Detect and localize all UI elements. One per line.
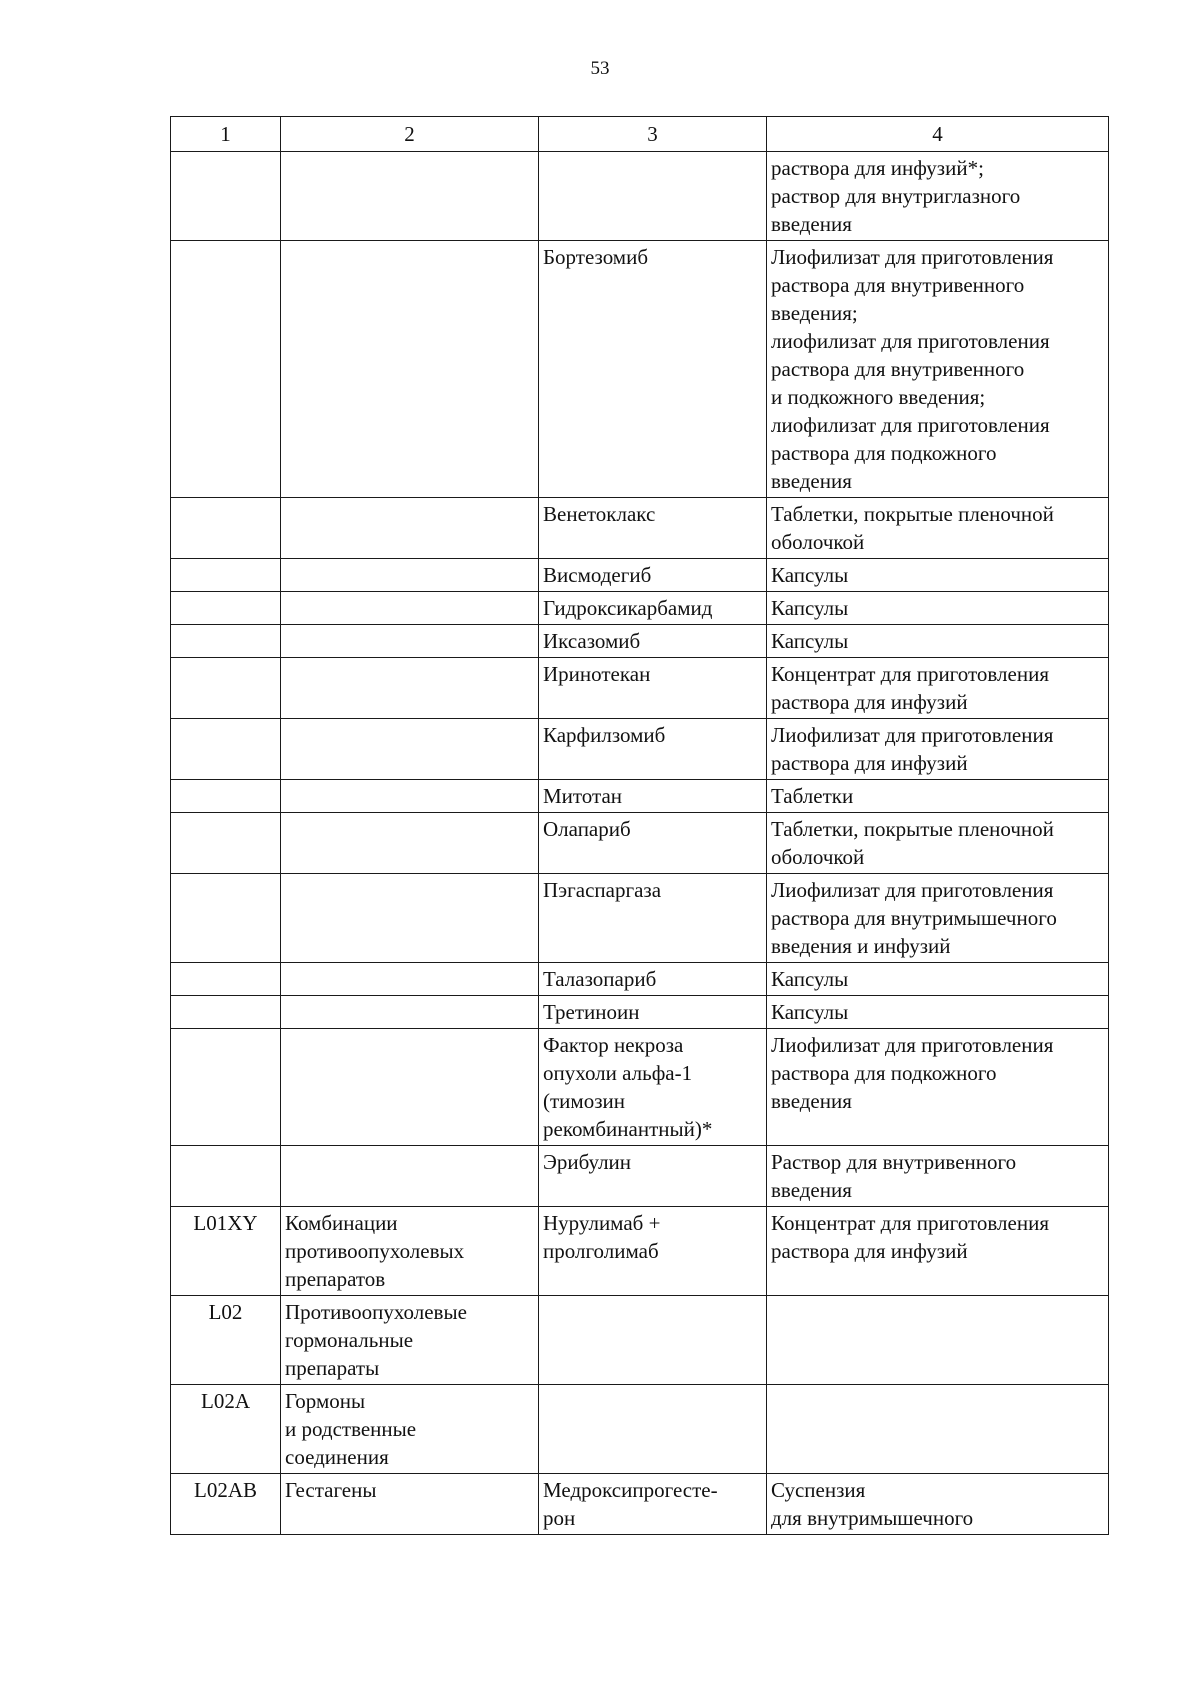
drug-name-cell	[539, 152, 767, 241]
table-row	[171, 658, 1109, 719]
atc-code-cell	[171, 658, 281, 719]
table-row	[171, 1146, 1109, 1207]
atc-code-cell	[171, 1029, 281, 1146]
atc-code-cell	[171, 559, 281, 592]
dosage-form-line: и подкожного введения;	[771, 385, 986, 409]
atc-code-cell	[171, 241, 281, 498]
drug-name-cell	[539, 498, 767, 559]
group-name-cell	[281, 498, 539, 559]
dosage-form-line: введения	[771, 212, 852, 236]
table-row	[171, 874, 1109, 963]
drug-name-cell	[539, 1296, 767, 1385]
atc-code-cell	[171, 996, 281, 1029]
drug-name-cell	[539, 1146, 767, 1207]
column-header-1: 1	[171, 117, 281, 152]
dosage-form-line: оболочкой	[771, 845, 865, 869]
drug-name-cell	[539, 658, 767, 719]
drug-name-line: Нурулимаб +	[543, 1211, 661, 1235]
group-name-line: гормональные	[285, 1328, 414, 1352]
dosage-form-line: раствора для инфузий*;	[771, 156, 984, 180]
drug-name-line: Эрибулин	[543, 1150, 632, 1174]
dosage-form-line: Таблетки, покрытые пленочной	[771, 817, 1054, 841]
group-name-cell	[281, 152, 539, 241]
dosage-form-line: Концентрат для приготовления	[771, 662, 1049, 686]
drug-name-cell	[539, 813, 767, 874]
dosage-form-line: Таблетки, покрытые пленочной	[771, 502, 1054, 526]
dosage-form-line: введения	[771, 1089, 852, 1113]
dosage-form-cell	[767, 592, 1109, 625]
table-row	[171, 498, 1109, 559]
atc-code-cell	[171, 719, 281, 780]
drug-name-line: Пэгаспаргаза	[543, 878, 662, 902]
table-row	[171, 1474, 1109, 1535]
atc-code-cell: L01XY	[171, 1207, 281, 1296]
dosage-form-line: введения и инфузий	[771, 934, 951, 958]
dosage-form-line: Лиофилизат для приготовления	[771, 245, 1054, 269]
dosage-form-line: Концентрат для приготовления	[771, 1211, 1049, 1235]
group-name-cell	[281, 1474, 539, 1535]
drug-name-cell	[539, 874, 767, 963]
group-name-line: и родственные	[285, 1417, 417, 1441]
atc-code-cell	[171, 813, 281, 874]
atc-code-cell	[171, 498, 281, 559]
drug-name-line: рон	[543, 1506, 576, 1530]
table-row	[171, 780, 1109, 813]
dosage-form-line: введения	[771, 1178, 852, 1202]
group-name-line: Противоопухолевые	[285, 1300, 467, 1324]
group-name-line: препараты	[285, 1356, 380, 1380]
dosage-form-line: Капсулы	[771, 563, 849, 587]
drug-name-line: Медроксипрогесте-	[543, 1478, 718, 1502]
table-row	[171, 963, 1109, 996]
dosage-form-line: введения	[771, 469, 852, 493]
dosage-form-line: лиофилизат для приготовления	[771, 413, 1050, 437]
dosage-form-line: Капсулы	[771, 629, 849, 653]
atc-code-cell	[171, 625, 281, 658]
dosage-form-line: Лиофилизат для приготовления	[771, 1033, 1054, 1057]
group-name-cell	[281, 1146, 539, 1207]
group-name-cell	[281, 559, 539, 592]
dosage-form-line: Суспензия	[771, 1478, 866, 1502]
page-number: 53	[590, 58, 610, 79]
dosage-form-cell	[767, 1207, 1109, 1296]
dosage-form-line: введения;	[771, 301, 858, 325]
drug-name-line: рекомбинантный)*	[543, 1117, 713, 1141]
group-name-cell	[281, 1207, 539, 1296]
dosage-form-line: раствора для внутримышечного	[771, 906, 1057, 930]
table-row	[171, 625, 1109, 658]
dosage-form-line: раствора для инфузий	[771, 1239, 968, 1263]
drug-name-cell	[539, 963, 767, 996]
table-row	[171, 719, 1109, 780]
group-name-line: противоопухолевых	[285, 1239, 465, 1263]
drug-name-cell	[539, 1207, 767, 1296]
group-name-cell	[281, 1029, 539, 1146]
dosage-form-cell	[767, 996, 1109, 1029]
dosage-form-line: раствора для инфузий	[771, 751, 968, 775]
dosage-form-line: раствора для внутривенного	[771, 273, 1025, 297]
column-header-3: 3	[539, 117, 767, 152]
dosage-form-line: для внутримышечного	[771, 1506, 974, 1530]
dosage-form-line: Лиофилизат для приготовления	[771, 878, 1054, 902]
dosage-form-cell	[767, 813, 1109, 874]
dosage-form-line: раствора для подкожного	[771, 441, 997, 465]
column-header-4: 4	[767, 117, 1109, 152]
atc-code-cell	[171, 152, 281, 241]
dosage-form-cell	[767, 874, 1109, 963]
group-name-cell	[281, 996, 539, 1029]
dosage-form-cell	[767, 1146, 1109, 1207]
table-row	[171, 996, 1109, 1029]
drug-name-cell	[539, 241, 767, 498]
group-name-line: соединения	[285, 1445, 389, 1469]
drug-table	[170, 116, 1109, 1535]
dosage-form-line: Капсулы	[771, 967, 849, 991]
drug-name-cell	[539, 592, 767, 625]
dosage-form-cell	[767, 963, 1109, 996]
atc-code-cell	[171, 874, 281, 963]
drug-name-line: Иринотекан	[543, 662, 651, 686]
drug-name-line: Митотан	[543, 784, 623, 808]
table-header-row	[171, 117, 1109, 152]
group-name-cell	[281, 1385, 539, 1474]
drug-name-line: Венетоклакс	[543, 502, 656, 526]
drug-name-line: Талазопариб	[543, 967, 657, 991]
drug-name-line: (тимозин	[543, 1089, 625, 1113]
atc-code-cell	[171, 780, 281, 813]
dosage-form-line: оболочкой	[771, 530, 865, 554]
group-name-cell	[281, 963, 539, 996]
group-name-cell	[281, 874, 539, 963]
group-name-cell	[281, 241, 539, 498]
dosage-form-line: Раствор для внутривенного	[771, 1150, 1017, 1174]
dosage-form-cell	[767, 1474, 1109, 1535]
atc-code-cell	[171, 592, 281, 625]
dosage-form-line: Капсулы	[771, 1000, 849, 1024]
group-name-line: Гормоны	[285, 1389, 366, 1413]
group-name-cell	[281, 1296, 539, 1385]
drug-name-line: Гидроксикарбамид	[543, 596, 713, 620]
dosage-form-line: Капсулы	[771, 596, 849, 620]
drug-name-line: Третиноин	[543, 1000, 640, 1024]
table-row	[171, 592, 1109, 625]
dosage-form-cell	[767, 498, 1109, 559]
dosage-form-line: раствора для инфузий	[771, 690, 968, 714]
drug-name-cell	[539, 719, 767, 780]
atc-code-cell: L02A	[171, 1385, 281, 1474]
group-name-cell	[281, 813, 539, 874]
table-row	[171, 241, 1109, 498]
dosage-form-line: Лиофилизат для приготовления	[771, 723, 1054, 747]
drug-name-cell	[539, 780, 767, 813]
drug-name-line: Висмодегиб	[543, 563, 652, 587]
group-name-line: препаратов	[285, 1267, 386, 1291]
table-row	[171, 1385, 1109, 1474]
dosage-form-line: лиофилизат для приготовления	[771, 329, 1050, 353]
dosage-form-cell	[767, 1296, 1109, 1385]
column-header-2: 2	[281, 117, 539, 152]
drug-name-line: Фактор некроза	[543, 1033, 684, 1057]
table-body	[171, 152, 1109, 1535]
dosage-form-cell	[767, 719, 1109, 780]
table-row	[171, 1029, 1109, 1146]
dosage-form-cell	[767, 1385, 1109, 1474]
group-name-cell	[281, 625, 539, 658]
drug-name-cell	[539, 625, 767, 658]
dosage-form-line: раствора для внутривенного	[771, 357, 1025, 381]
drug-name-cell	[539, 996, 767, 1029]
dosage-form-cell	[767, 559, 1109, 592]
group-name-cell	[281, 780, 539, 813]
drug-name-line: Олапариб	[543, 817, 631, 841]
dosage-form-cell	[767, 152, 1109, 241]
atc-code-cell: L02	[171, 1296, 281, 1385]
drug-name-cell	[539, 1474, 767, 1535]
drug-name-cell	[539, 1029, 767, 1146]
table-row	[171, 1207, 1109, 1296]
dosage-form-line: раствора для подкожного	[771, 1061, 997, 1085]
drug-name-line: опухоли альфа-1	[543, 1061, 693, 1085]
atc-code-cell: L02AB	[171, 1474, 281, 1535]
dosage-form-cell	[767, 658, 1109, 719]
dosage-form-cell	[767, 625, 1109, 658]
dosage-form-cell	[767, 1029, 1109, 1146]
drug-name-line: Иксазомиб	[543, 629, 641, 653]
table-row	[171, 1296, 1109, 1385]
group-name-cell	[281, 658, 539, 719]
group-name-line: Комбинации	[285, 1211, 398, 1235]
group-name-cell	[281, 592, 539, 625]
dosage-form-cell	[767, 241, 1109, 498]
drug-name-line: Бортезомиб	[543, 245, 649, 269]
table-row	[171, 559, 1109, 592]
dosage-form-cell	[767, 780, 1109, 813]
atc-code-cell	[171, 1146, 281, 1207]
atc-code-cell	[171, 963, 281, 996]
table-row	[171, 813, 1109, 874]
drug-name-cell	[539, 559, 767, 592]
table-row	[171, 152, 1109, 241]
dosage-form-line: раствор для внутриглазного	[771, 184, 1021, 208]
group-name-line: Гестагены	[285, 1478, 377, 1502]
drug-name-cell	[539, 1385, 767, 1474]
dosage-form-line: Таблетки	[771, 784, 854, 808]
drug-name-line: пролголимаб	[543, 1239, 659, 1263]
group-name-cell	[281, 719, 539, 780]
drug-name-line: Карфилзомиб	[543, 723, 666, 747]
